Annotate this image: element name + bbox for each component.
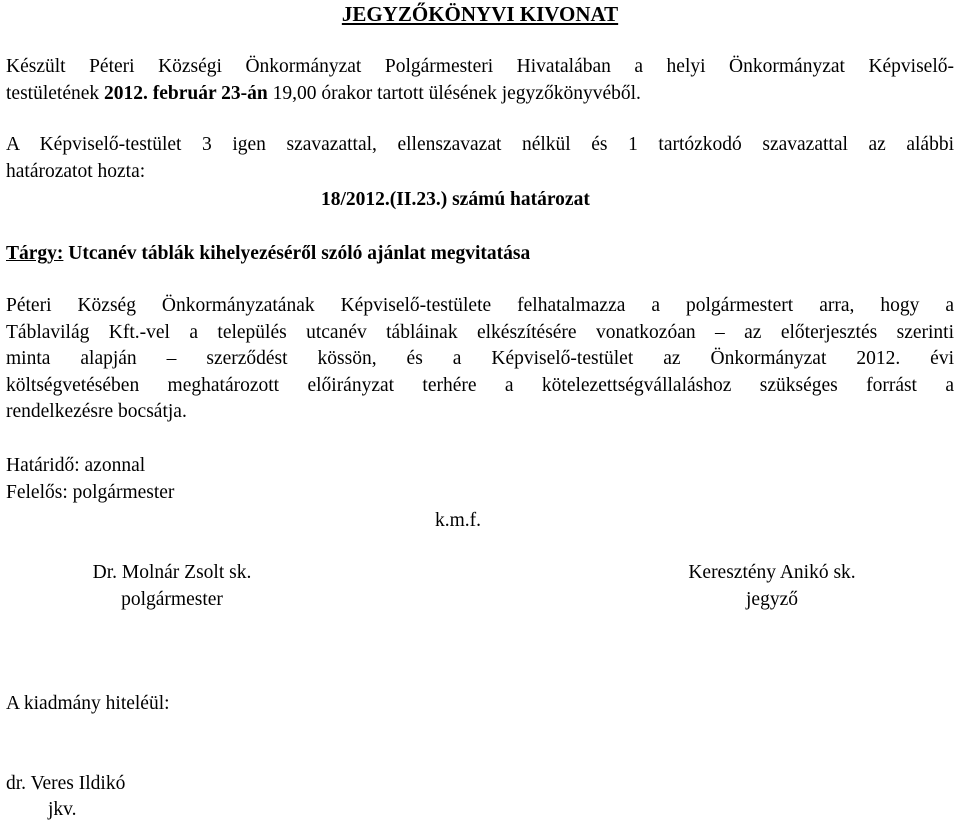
intro-line-2-start: testületének (6, 83, 105, 104)
meeting-date: 2012. február 23-án (104, 83, 268, 104)
signature-left-title: polgármester (121, 589, 223, 610)
intro-line-2-end: 19,00 órakor tartott ülésének jegyzőkönyvéből. (267, 83, 641, 104)
signature-right-name: Keresztény Anikó sk. (688, 562, 856, 583)
resolution-number: 18/2012.(II.23.) számú határozat (321, 189, 590, 210)
body-line-3: minta alapján – szerződést kössön, és a Képviselő-testület az Önkormányzat 2012. évi (6, 348, 954, 369)
body-line-5: rendelkezésre bocsátja. (6, 401, 187, 422)
deadline: Határidő: azonnal (6, 455, 146, 476)
signature-right (662, 561, 882, 612)
body-line-4: költségvetésében meghatározott előirányzat terhére a kötelezettségvállaláshoz szükséges forrást a (6, 375, 954, 396)
certification-label: A kiadmány hiteléül: (6, 693, 170, 714)
subject-text: Utcanév táblák kihelyezéséről szóló ajánlat megvitatása (63, 243, 531, 264)
subject-line (6, 242, 530, 266)
responsible: Felelős: polgármester (6, 482, 175, 503)
vote-line-1: A Képviselő-testület 3 igen szavazattal, ellenszavazat nélkül és 1 tartózkodó szavazattal az alábbi (6, 134, 954, 155)
kmf: k.m.f. (435, 510, 482, 531)
document-title: JEGYZŐKÖNYVI KIVONAT (341, 2, 619, 26)
body-line-1: Péteri Község Önkormányzatának Képviselő-testülete felhatalmazza a polgármestert arra, hogy a (6, 295, 954, 316)
certification-title: jkv. (48, 799, 77, 820)
signature-left-name: Dr. Molnár Zsolt sk. (92, 562, 252, 583)
intro-line-2 (6, 82, 641, 106)
intro-line-1: Készült Péteri Községi Önkormányzat Polgármesteri Hivatalában a helyi Önkormányzat Képviselő- (6, 56, 954, 77)
signature-right-title: jegyző (746, 589, 798, 610)
certification-name: dr. Veres Ildikó (6, 773, 126, 794)
vote-line-2: határozatot hozta: (6, 161, 146, 182)
subject-label: Tárgy: (6, 243, 64, 264)
signature-left (68, 561, 276, 612)
body-line-2: Táblavilág Kft.-vel a település utcanév tábláinak elkészítésére vonatkozóan – az előterjesztés szerinti (6, 322, 954, 343)
